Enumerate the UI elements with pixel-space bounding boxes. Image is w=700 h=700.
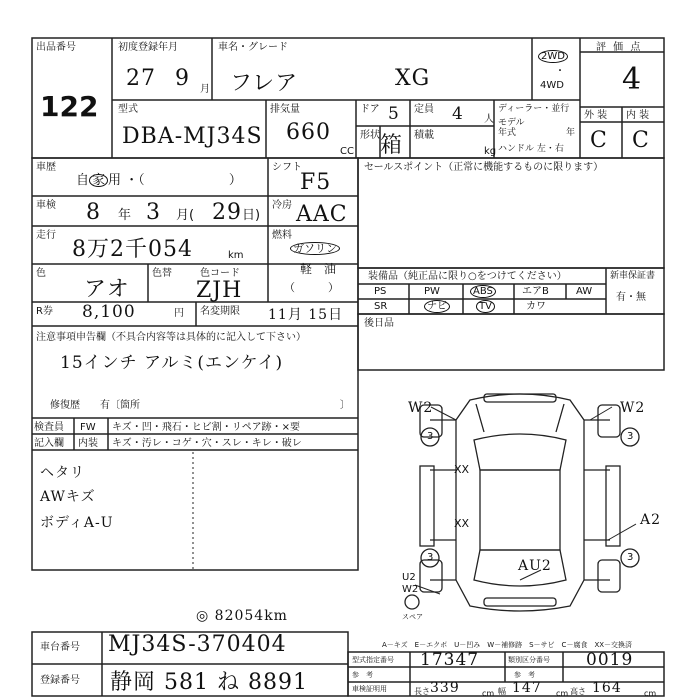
mark-w2-spare: W2 [402,584,419,595]
fuel-gasoline: ガソリン [290,242,340,255]
first-reg-label: 初度登録年月 [118,42,178,53]
height-unit: cm [644,689,657,698]
capacity-unit: 人 [484,114,494,125]
ext-label: 外 装 [584,110,608,121]
first-reg-month: 9 [175,66,190,91]
shift-label: シフト [272,162,302,173]
type-desig-label: 型式指定番号 [352,656,394,664]
fuel-diesel: 軽 油 [300,262,337,276]
equip-leather: カワ [526,301,546,312]
type-desig-value: 17347 [420,650,480,670]
type-value: DBA-MJ34S [122,124,263,149]
interior-label: 内装 [78,438,98,449]
equip-navi: ナビ [424,300,450,313]
equip-sr: SR [374,301,388,312]
recycle-yen: 円 [174,308,184,319]
mark-3-fl: 3 [427,431,434,442]
door-label: ドア [360,104,380,115]
history-label: 車歴 [36,162,56,173]
class-label: 類別区分番号 [508,656,550,664]
mark-au2: AU2 [518,558,552,574]
score: 4 [622,62,643,97]
drive-dot: ・ [555,66,565,77]
class-ref-2: 参 考 [514,671,535,679]
fuel-paren: （ ） [284,281,339,294]
inspector-line-1: ヘタリ [40,465,85,481]
displacement-label: 排気量 [270,104,300,115]
height-value: 164 [592,680,622,696]
shape-label: 形状 [360,130,380,141]
model-year-label: モデル 年式 [498,118,525,138]
drive-2wd: 2WD [538,50,568,63]
first-reg-year: 27 [126,66,156,91]
color-code-value: ZJH [196,278,243,303]
eval-label: 評 価 点 [596,42,643,53]
car-diagram [405,394,639,611]
fw-checklist: キズ・凹・飛石・ヒビ割・リペア跡・×要 [112,422,300,433]
inspector-line-2: AWキズ [40,489,96,505]
mark-3-rl: 3 [427,552,434,563]
equip-airbag: エアB [522,286,549,297]
length-unit: cm [482,689,495,698]
mileage-label: 走行 [36,230,56,241]
load-label: 積載 [414,130,434,141]
class-ref-1: 参 考 [352,671,373,679]
mark-a2: A2 [640,512,662,528]
handle-label: ハンドル 左・右 [498,144,564,154]
capacity-label: 定員 [414,104,434,115]
dealer-label: ディーラー・並行 [498,104,570,114]
ext-value: C [590,128,608,153]
recycle-label: R券 [36,306,53,317]
selling-points-label: セールスポイント（正常に機能するものに限ります） [364,162,604,173]
type-label: 型式 [118,104,138,115]
repair-label: 修復歴 有〔箇所 [50,400,140,411]
car-name: フレア [230,71,299,96]
model-label: 車名・グレード [218,42,288,53]
notes-value: 15インチ アルミ(エンケイ) [60,353,284,373]
reg-label: 登録番号 [40,675,80,686]
inspection-year-unit: 年 [118,208,132,223]
capacity-value: 4 [452,104,464,124]
inspection-year: 8 [86,200,101,225]
mark-xx-2: XX [454,517,470,530]
class-value: 0019 [586,650,634,670]
spare-label: スペア [402,613,423,621]
equip-aw: AW [576,286,593,297]
model-year-unit: 年 [566,128,576,138]
interior-checklist: キズ・汚レ・コゲ・穴・スレ・キレ・破レ [112,438,302,449]
shape-value: 箱 [380,133,404,158]
mileage-value: 8万2千054 [72,237,193,262]
color-value: アオ [84,277,130,302]
name-change-label: 名変期限 [200,306,240,317]
name-change-value: 11月 15日 [268,307,344,323]
notes-label: 注意事項申告欄（不具合内容等は具体的に記入して下さい） [36,332,306,343]
mark-3-fr: 3 [627,431,634,442]
aircon-label: 冷房 [272,200,292,211]
lot-no-label: 出品番号 [36,42,76,53]
inspector-line-3: ボディA-U [40,515,114,531]
equip-pw: PW [424,286,440,297]
color-change-label: 色替 [152,268,172,279]
reg-value: 静岡 581 ね 8891 [110,670,308,695]
fw-label: FW [80,422,96,433]
odometer-note: ◎ 82054km [196,608,288,624]
mark-xx-1: XX [454,463,470,476]
entry-label: 記入欄 [34,438,64,449]
cc-unit: CC [340,146,354,157]
inspection-day: 29 [212,200,242,225]
warranty-label: 新車保証書 [610,271,656,281]
equip-tv: TV [476,300,495,313]
height-label: 高さ [570,687,586,696]
chassis-value: MJ34S-370404 [108,632,287,657]
int-label: 内 装 [626,110,650,121]
length-value: 339 [430,680,460,696]
repair-close: 〕 [340,400,350,411]
length-label: 長さ [414,687,430,696]
month-unit: 月 [200,84,210,95]
width-unit: cm [556,689,569,698]
equip-ps: PS [374,286,387,297]
history-value: 自 家 用 ・（ ） [76,173,242,188]
mark-u2: U2 [402,572,416,583]
aircon-value: AAC [296,202,348,227]
recycle-value: 8,100 [82,302,136,322]
int-value: C [632,128,650,153]
equip-abs: ABS [470,285,496,298]
warranty-value: 有・無 [616,292,646,303]
width-label: 幅 [498,687,506,696]
inspection-label: 車検 [36,200,56,211]
load-unit: kg [484,146,497,157]
mark-w2-left: W2 [408,400,434,416]
width-value: 147 [512,680,542,696]
chassis-label: 車台番号 [40,642,80,653]
shift-value: F5 [300,170,332,195]
inspection-month-unit: 月( [176,208,195,223]
color-label: 色 [36,268,46,279]
fuel-label: 燃料 [272,230,292,241]
door-value: 5 [388,104,400,124]
color-code-label: 色コード [200,268,240,279]
lot-no: 122 [40,90,99,123]
mileage-unit: km [228,250,244,261]
inspection-month: 3 [146,200,161,225]
drive-4wd: 4WD [540,80,564,91]
inspection-day-unit: 日) [242,208,261,223]
equipment-label: 装備品（純正品に限り○をつけてください） [368,271,567,282]
damage-legend: A－キズ E－エクボ U－凹み W－補修跡 S－サビ C－腐食 XX－交換済 [382,641,633,649]
cert-label: 車検証明用 [352,685,387,693]
post-box-label: 後日品 [364,318,394,329]
inspector-label: 検査員 [34,422,64,433]
mark-3-rr: 3 [627,552,634,563]
mark-w2-right: W2 [620,400,646,416]
displacement-value: 660 [286,120,331,145]
grade: XG [395,66,431,91]
